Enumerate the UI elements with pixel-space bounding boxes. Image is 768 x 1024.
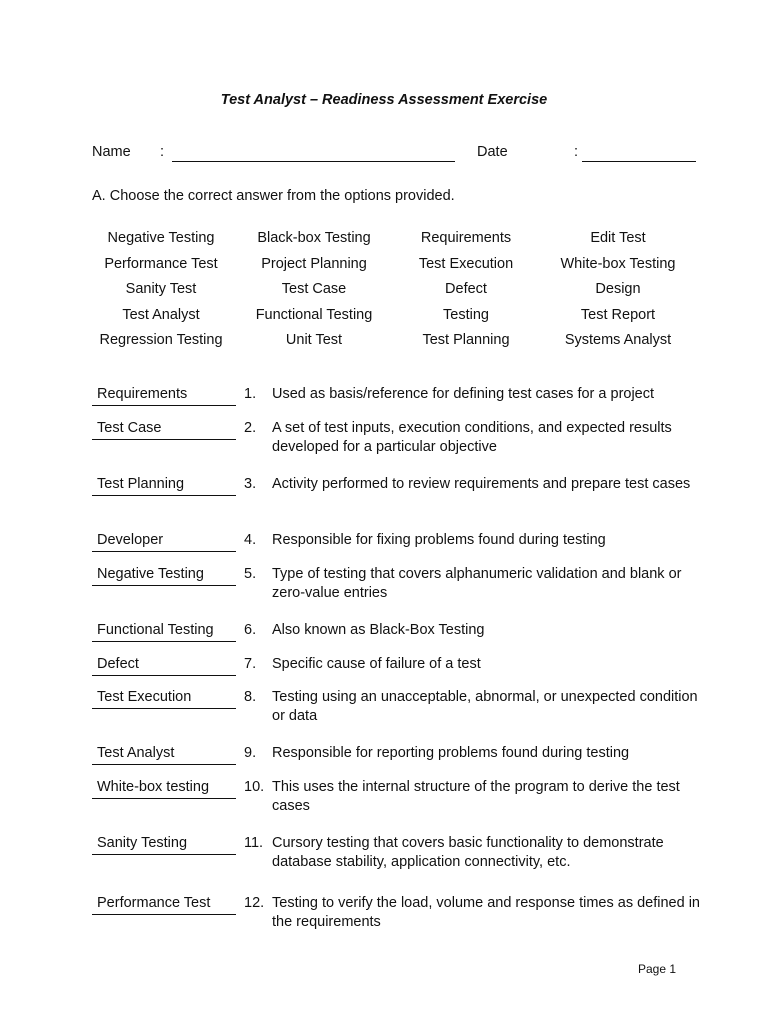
name-field[interactable] [172,143,455,162]
option-item: Test Case [281,281,347,297]
question-text: Activity performed to review requirements and prepare test cases [272,475,691,492]
answer-field[interactable]: Test Case [92,420,236,440]
option-item: Systems Analyst [564,332,672,348]
options-grid [84,230,704,358]
answer-field[interactable]: Test Analyst [92,745,236,765]
option-item: Edit Test [590,230,646,246]
option-item: Testing [443,306,489,323]
answer-field[interactable]: Test Execution [92,689,236,709]
option-item: Defect [445,281,487,297]
instruction-text: A. Choose the correct answer from the options provided. [92,188,455,204]
answer-field[interactable]: Test Planning [92,476,236,496]
question-number: 3. [244,476,257,492]
option-item: Design [595,281,641,297]
question-text: This uses the internal structure of the program to derive the test cases [272,778,680,814]
name-date-row [92,144,702,168]
date-colon: : [574,144,579,160]
option-item: Negative Testing [107,230,215,246]
option-item: Test Execution [418,255,514,272]
answer-field[interactable]: Defect [92,656,236,676]
question-number: 4. [244,532,257,548]
answer-field[interactable]: White-box testing [92,779,236,799]
answer-field[interactable]: Sanity Testing [92,835,236,855]
question-number: 2. [244,420,257,436]
option-item: Black-box Testing [257,230,371,246]
question-number: 5. [244,566,257,582]
question-text: Responsible for reporting problems found during testing [272,744,630,761]
question-number: 11. [244,835,264,851]
answer-field[interactable]: Functional Testing [92,622,236,642]
name-label: Name [92,144,131,160]
option-item: Requirements [420,230,512,246]
option-item: Regression Testing [99,332,223,348]
page-title: Test Analyst – Readiness Assessment Exercise [220,92,548,108]
page-number: Page 1 [638,962,677,976]
question-text: Used as basis/reference for defining test cases for a project [272,385,655,402]
question-number: 10. [244,779,265,795]
question-number: 9. [244,745,257,761]
question-text: Responsible for fixing problems found during testing [272,531,606,548]
option-item: Test Analyst [122,306,200,323]
question-text: Testing using an unacceptable, abnormal, or unexpected condition or data [272,688,698,724]
question-text: A set of test inputs, execution conditions, and expected results developed for a particular objective [272,419,672,455]
question-number: 8. [244,689,257,705]
date-label: Date [477,144,508,160]
date-field[interactable] [582,143,696,162]
name-colon: : [160,144,165,160]
question-text: Also known as Black-Box Testing [272,621,485,638]
option-item: Test Planning [422,332,510,348]
option-item: Sanity Test [125,281,197,297]
option-item: Unit Test [285,332,343,348]
option-item: Project Planning [261,255,367,272]
question-number: 7. [244,656,257,672]
answer-field[interactable]: Performance Test [92,895,236,915]
question-text: Specific cause of failure of a test [272,655,481,672]
option-item: Functional Testing [255,306,373,323]
question-text: Type of testing that covers alphanumeric validation and blank or zero-value entries [272,565,682,601]
answer-field[interactable]: Requirements [92,386,236,406]
question-number: 1. [244,386,257,402]
answer-field[interactable]: Negative Testing [92,566,236,586]
answer-field[interactable]: Developer [92,532,236,552]
option-item: Test Report [580,306,656,323]
option-item: Performance Test [104,255,218,272]
question-number: 6. [244,622,257,638]
question-text: Testing to verify the load, volume and response times as defined in the requirements [272,894,700,930]
option-item: White-box Testing [560,255,676,272]
question-number: 12. [244,895,265,911]
question-text: Cursory testing that covers basic functionality to demonstrate database stability, application connectivity, etc. [272,834,664,870]
